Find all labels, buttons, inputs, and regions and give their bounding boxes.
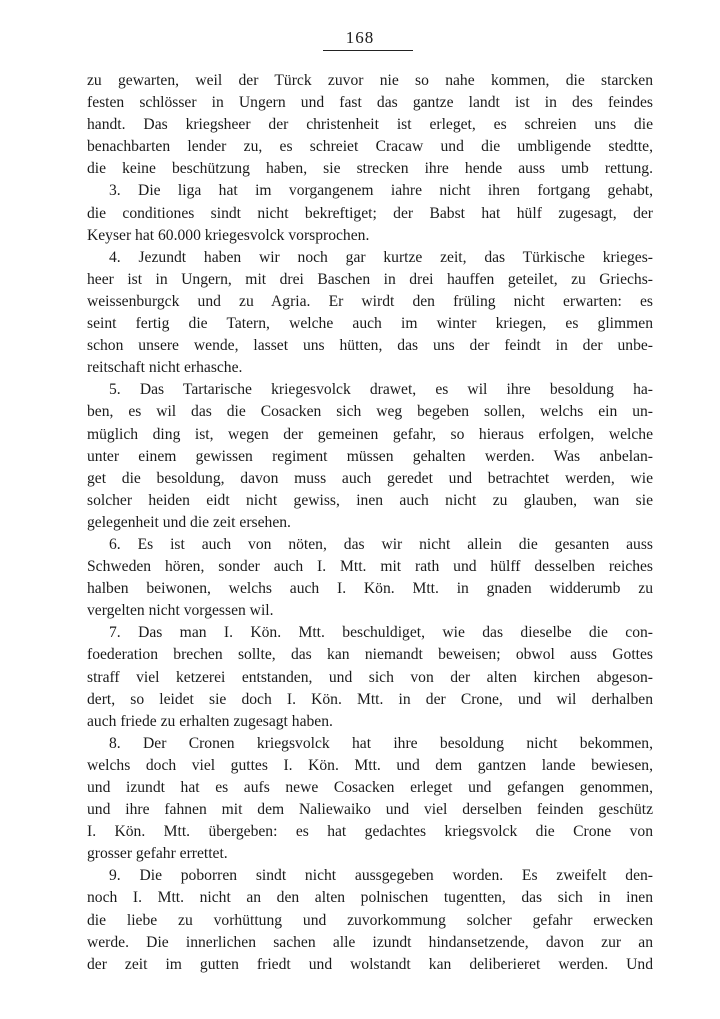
text-line: gelegenheit und die zeit ersehen.	[87, 513, 291, 531]
text-line: die keine beschützung haben, sie strecken ihre hende auss umb rettung.	[87, 160, 653, 178]
text-line: auch friede zu erhalten zugesagt haben.	[87, 712, 333, 730]
text-line: der zeit im gutten friedt und wolstandt kan deliberieret werden. Und	[87, 955, 653, 973]
text-line: die liebe zu vorhüttung und zuvorkommung solcher gefahr erwecken	[87, 911, 653, 929]
text-line: dert, so leidet sie doch I. Kön. Mtt. in der Crone, und wil derhalben	[87, 690, 653, 708]
text-line: werde. Die innerlichen sachen alle izundt hindansetzende, davon zur an	[87, 933, 653, 951]
text-line: 8. Der Cronen kriegsvolck hat ihre besoldung nicht bekommen,	[109, 734, 653, 752]
header-rule	[323, 50, 413, 51]
text-line: Schweden hören, sonder auch I. Mtt. mit rath und hülff desselben reiches	[87, 558, 653, 576]
text-line: ben, es wil das die Cosacken sich weg begeben sollen, welchs ein un-	[87, 403, 653, 421]
text-line: und ihre fahnen mit dem Naliewaiko und viel derselben feinden geschütz	[87, 801, 653, 819]
text-line: zu gewarten, weil der Türck zuvor nie so nahe kommen, die starcken	[87, 72, 653, 89]
text-line: grosser gefahr errettet.	[87, 845, 228, 863]
text-line: 5. Das Tartarische kriegesvolck drawet, es wil ihre besoldung ha-	[109, 381, 653, 399]
text-line: handt. Das kriegsheer der christenheit ist erleget, es schreien uns die	[87, 116, 653, 134]
text-line: unter einem gewissen regiment müssen gehalten werden. Was anbelan-	[87, 447, 653, 465]
text-line: seint fertig die Tatern, welche auch im winter kriegen, es glimmen	[87, 315, 653, 333]
text-line: festen schlösser in Ungern und fast das gantze landt ist in des feindes	[87, 94, 653, 112]
text-line: solcher heiden eidt nicht gewiss, inen auch nicht zu glauben, wan sie	[87, 491, 653, 509]
text-line: vergelten nicht vorgessen wil.	[87, 602, 274, 620]
text-line: halben beiwonen, welchs auch I. Kön. Mtt. in gnaden widderumb zu	[87, 580, 653, 598]
text-line: benachbarten lender zu, es schreiet Cracaw und die umbligende stedtte,	[87, 138, 653, 156]
text-line: und izundt hat es aufs newe Cosacken erleget und gefangen genommen,	[87, 779, 653, 796]
text-line: noch I. Mtt. nicht an den alten polnischen tugentten, das sich in inen	[87, 889, 653, 907]
body-text	[87, 70, 653, 976]
text-line: 3. Die liga hat im vorgangenem iahre nicht ihren fortgang gehabt,	[109, 182, 653, 200]
text-line: 6. Es ist auch von nöten, das wir nicht allein die gesanten auss	[109, 535, 653, 553]
text-line: I. Kön. Mtt. übergeben: es hat gedachtes kriegsvolck die Crone von	[87, 823, 653, 841]
text-line: weissenburgck und zu Agria. Er wirdt den früling nicht erwarten: es	[87, 292, 653, 310]
text-line: die conditiones sindt nicht bekreftiget; der Babst hat hülf zugesagt, der	[87, 204, 653, 222]
text-line: welchs doch viel guttes I. Kön. Mtt. und dem gantzen lande bewiesen,	[87, 756, 653, 774]
text-line: 7. Das man I. Kön. Mtt. beschuldiget, wie das dieselbe die con-	[109, 624, 653, 642]
text-line: müglich ding ist, wegen der gemeinen gefahr, so hieraus erfolgen, welche	[87, 425, 653, 443]
text-line: straff viel ketzerei entstanden, und sich von der alten kirchen abgeson-	[87, 668, 653, 686]
text-line: reitschaft nicht erhasche.	[87, 359, 243, 377]
text-line: schon unsere wende, lasset uns hütten, das uns der feindt in der unbe-	[87, 337, 653, 355]
text-line: get die besoldung, davon muss auch geredet und betrachtet werden, wie	[87, 469, 653, 487]
text-line: 4. Jezundt haben wir noch gar kurtze zeit, das Türkische krieges-	[109, 248, 653, 266]
page-number: 168	[345, 28, 375, 47]
text-line: 9. Die poborren sindt nicht aussgegeben worden. Es zweifelt den-	[109, 867, 653, 885]
text-line: heer ist in Ungern, mit drei Baschen in drei hauffen geteilet, zu Griechs-	[87, 270, 653, 288]
text-line: foederation brechen sollte, das kan niemandt beweisen; obwol auss Gottes	[87, 646, 653, 664]
text-line: Keyser hat 60.000 kriegesvolck vorsprochen.	[87, 226, 370, 244]
